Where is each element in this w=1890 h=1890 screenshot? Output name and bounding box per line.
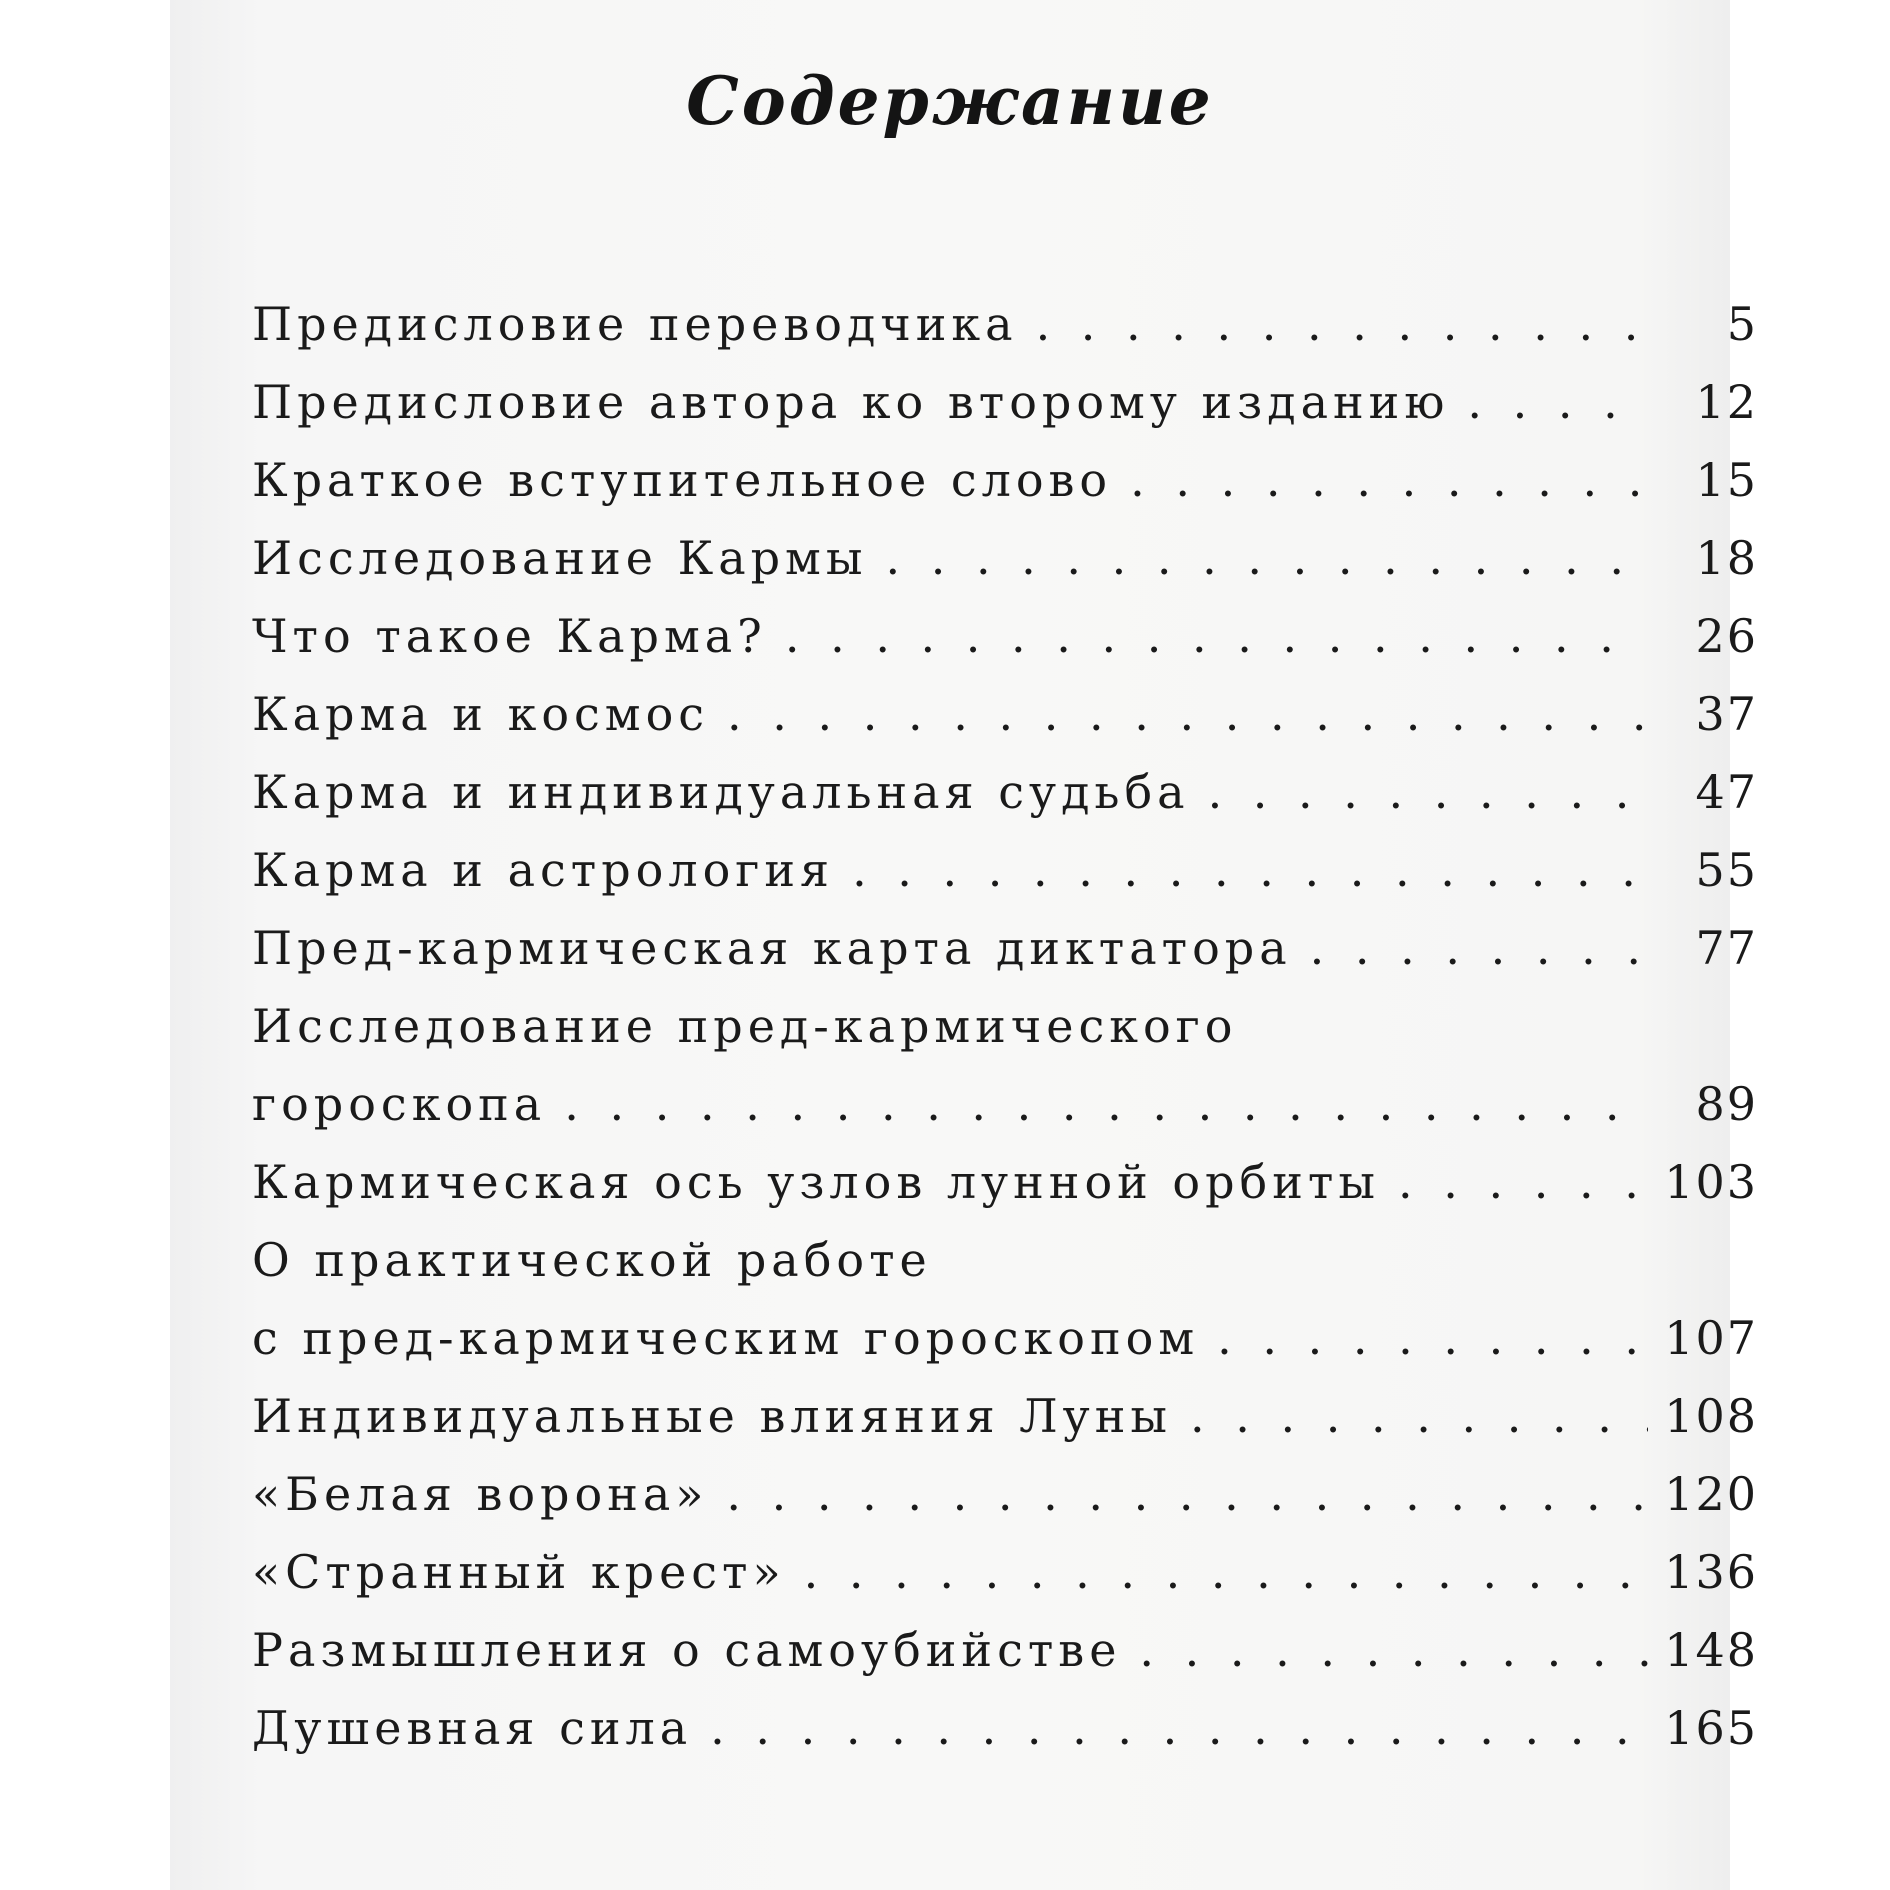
- toc-entry: [252, 675, 1758, 753]
- toc-entry-title: Краткое вступительное слово: [252, 453, 1113, 507]
- toc-leader-dots: [1467, 363, 1648, 441]
- book-page: [170, 0, 1758, 1890]
- toc-leader-dots: [1130, 441, 1648, 519]
- page-title: Содержание: [686, 62, 1214, 140]
- toc-entry-page: 108: [1664, 1389, 1758, 1443]
- toc-entry: [252, 363, 1758, 441]
- toc-entry-page: 120: [1664, 1467, 1758, 1521]
- toc-entry: [252, 1299, 1758, 1377]
- toc-entry-page: 26: [1695, 609, 1758, 663]
- toc-leader-dots: [804, 1533, 1648, 1611]
- toc-entry: [252, 285, 1758, 363]
- toc-entry-page: 148: [1664, 1623, 1758, 1677]
- toc-entry-page: 37: [1695, 687, 1758, 741]
- toc-leader-dots: [710, 1689, 1648, 1767]
- toc-entry: [252, 1065, 1758, 1143]
- toc-entry-page: 47: [1695, 765, 1758, 819]
- toc-leader-dots: [1139, 1611, 1648, 1689]
- toc-entry-page: 5: [1726, 297, 1758, 351]
- toc-leader-dots: [1310, 909, 1648, 987]
- toc-entry-title: Пред-кармическая карта диктатора: [252, 921, 1292, 975]
- toc-entry-title: Размышления о самоубийстве: [252, 1623, 1122, 1677]
- toc-entry-title: Предисловие переводчика: [252, 297, 1018, 351]
- toc-entry-page: 107: [1664, 1311, 1758, 1365]
- toc-entry: [252, 1143, 1758, 1221]
- toc-entry: [252, 753, 1758, 831]
- toc-entry: [252, 987, 1758, 1065]
- toc-entry-title: Душевная сила: [252, 1701, 693, 1755]
- toc-entry-page: 18: [1695, 531, 1758, 585]
- toc-entry-page: 12: [1695, 375, 1758, 429]
- toc-entry-page: 77: [1695, 921, 1758, 975]
- toc-entry: [252, 1455, 1758, 1533]
- toc-leader-dots: [727, 675, 1648, 753]
- toc-leader-dots: [885, 519, 1648, 597]
- toc-leader-dots: [1217, 1299, 1648, 1377]
- toc-entry-page: 15: [1695, 453, 1758, 507]
- toc-entry-title: Исследование пред-кармического: [252, 999, 1238, 1053]
- toc-entry-title: Предисловие автора ко второму изданию: [252, 375, 1450, 429]
- toc-entry-title: «Странный крест»: [252, 1545, 786, 1599]
- toc-entry: [252, 909, 1758, 987]
- toc-entry-title: «Белая ворона»: [252, 1467, 709, 1521]
- toc-entry-title: Карма и космос: [252, 687, 710, 741]
- toc-entry: [252, 519, 1758, 597]
- toc-leader-dots: [785, 597, 1648, 675]
- toc-entry-title: Карма и астрология: [252, 843, 835, 897]
- toc-entry-title: Карма и индивидуальная судьба: [252, 765, 1190, 819]
- toc-entry: [252, 1611, 1758, 1689]
- toc-entry-title: Кармическая ось узлов лунной орбиты: [252, 1155, 1380, 1209]
- toc-leader-dots: [852, 831, 1648, 909]
- toc-entry: [252, 1377, 1758, 1455]
- toc-entry-page: 89: [1695, 1077, 1758, 1131]
- toc-leader-dots: [1036, 285, 1648, 363]
- toc-entry: [252, 1221, 1758, 1299]
- toc-entry-page: 103: [1664, 1155, 1758, 1209]
- toc-leader-dots: [1398, 1143, 1648, 1221]
- table-of-contents: [252, 285, 1758, 1767]
- toc-entry-title: с пред-кармическим гороскопом: [252, 1311, 1200, 1365]
- toc-entry-title: Индивидуальные влияния Луны: [252, 1389, 1172, 1443]
- toc-leader-dots: [1190, 1377, 1648, 1455]
- toc-entry-page: 136: [1664, 1545, 1758, 1599]
- toc-entry: [252, 597, 1758, 675]
- toc-entry-title: гороскопа: [252, 1077, 547, 1131]
- toc-entry-title: Исследование Кармы: [252, 531, 868, 585]
- toc-leader-dots: [726, 1455, 1648, 1533]
- toc-entry: [252, 1689, 1758, 1767]
- toc-leader-dots: [1208, 753, 1648, 831]
- toc-entry-page: 55: [1695, 843, 1758, 897]
- toc-entry-title: О практической работе: [252, 1233, 932, 1287]
- toc-entry: [252, 831, 1758, 909]
- toc-entry: [252, 441, 1758, 519]
- toc-entry: [252, 1533, 1758, 1611]
- toc-entry-title: Что такое Карма?: [252, 609, 767, 663]
- toc-leader-dots: [564, 1065, 1648, 1143]
- toc-entry-page: 165: [1664, 1701, 1758, 1755]
